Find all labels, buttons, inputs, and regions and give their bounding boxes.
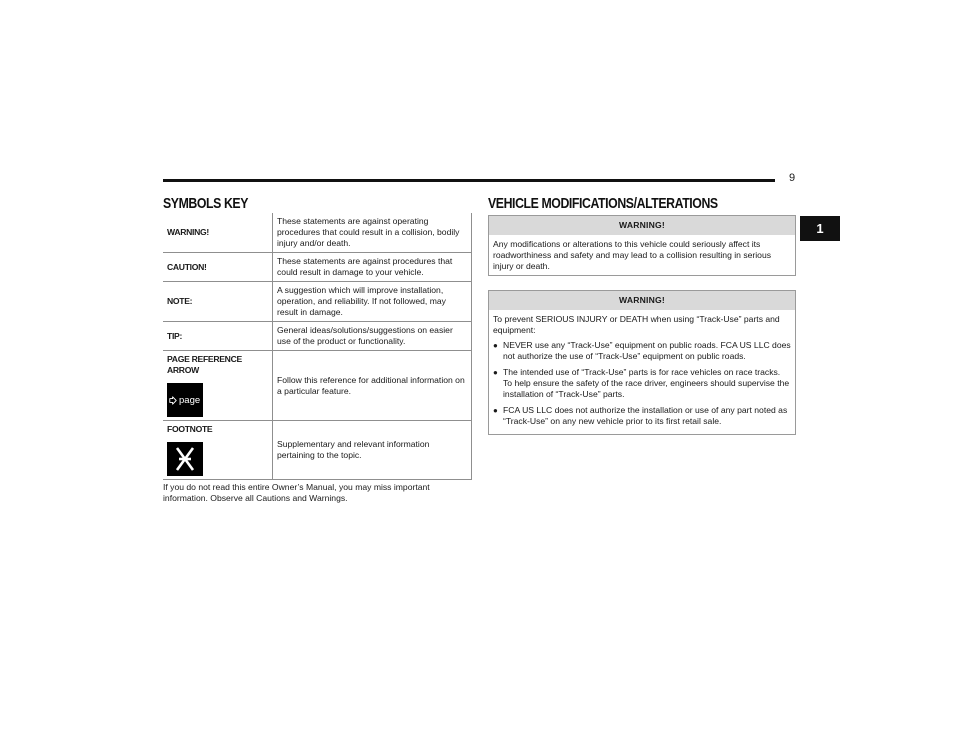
table-row bbox=[163, 421, 472, 480]
footnote-x-icon bbox=[172, 445, 198, 473]
list-item bbox=[493, 405, 791, 427]
symbol-term-label: PAGE REFERENCE ARROW bbox=[167, 354, 242, 375]
header-rule bbox=[163, 179, 775, 182]
symbol-description: A suggestion which will improve installation, operation, and reliability. If not followed, may result in damage. bbox=[273, 282, 472, 322]
table-row bbox=[163, 282, 472, 322]
symbol-term-label: FOOTNOTE bbox=[167, 424, 213, 434]
warning-list bbox=[493, 340, 791, 427]
section-tab[interactable]: 1 bbox=[800, 216, 840, 241]
warning-box-modifications bbox=[488, 215, 796, 276]
list-item-text: FCA US LLC does not authorize the installation or use of any part noted as “Track-Use” on any new vehicle prior to its first retail sale. bbox=[503, 405, 788, 426]
footnote-symbol bbox=[167, 442, 203, 476]
list-item bbox=[493, 367, 791, 400]
warning-text: Any modifications or alterations to this vehicle could seriously affect its roadworthiness and safety and may lead to a collision resulting in serious injury or death. bbox=[493, 239, 772, 271]
symbols-key-heading: SYMBOLS KEY bbox=[163, 195, 249, 212]
symbol-term: CAUTION! bbox=[163, 253, 273, 282]
symbol-description: Supplementary and relevant information pertaining to the topic. bbox=[273, 421, 472, 480]
warning-title: WARNING! bbox=[489, 291, 795, 310]
table-row bbox=[163, 253, 472, 282]
arrow-right-outline-icon bbox=[169, 396, 177, 405]
page-reference-symbol bbox=[167, 383, 203, 417]
vehicle-mods-heading: VEHICLE MODIFICATIONS/ALTERATIONS bbox=[488, 195, 718, 212]
bullet-icon: ● bbox=[493, 406, 498, 415]
bullet-icon: ● bbox=[493, 368, 498, 377]
bullet-icon: ● bbox=[493, 341, 498, 350]
symbol-term: WARNING! bbox=[163, 213, 273, 253]
symbols-key-table bbox=[163, 213, 472, 480]
symbol-term: TIP: bbox=[163, 322, 273, 351]
symbol-term bbox=[163, 421, 273, 480]
warning-intro: To prevent SERIOUS INJURY or DEATH when using “Track-Use” parts and equipment: bbox=[493, 314, 780, 335]
page-number: 9 bbox=[788, 172, 796, 184]
symbol-term bbox=[163, 351, 273, 421]
page-reference-text: page bbox=[179, 394, 201, 406]
list-item-text: NEVER use any “Track-Use” equipment on public roads. FCA US LLC does not authorize the use of “Track-Use” equipment on public roads. bbox=[503, 340, 791, 361]
table-row bbox=[163, 322, 472, 351]
list-item bbox=[493, 340, 791, 362]
list-item-text: The intended use of “Track-Use” parts is for race vehicles on race tracks. To help ensure the safety of the race driver, engineers should supervise the installation of “Track-Use” parts. bbox=[503, 367, 790, 399]
symbol-term: NOTE: bbox=[163, 282, 273, 322]
symbol-description: These statements are against procedures that could result in damage to your vehicle. bbox=[273, 253, 472, 282]
table-row bbox=[163, 351, 472, 421]
intro-paragraph: If you do not read this entire Owner’s Manual, you may miss important information. Observe all Cautions and Warnings. bbox=[163, 482, 430, 503]
warning-box-track-use bbox=[488, 290, 796, 435]
symbol-description: Follow this reference for additional information on a particular feature. bbox=[273, 351, 472, 421]
symbol-description: General ideas/solutions/suggestions on easier use of the product or functionality. bbox=[273, 322, 472, 351]
warning-title: WARNING! bbox=[489, 216, 795, 235]
symbol-description: These statements are against operating procedures that could result in a collision, bodily injury and/or death. bbox=[273, 213, 472, 253]
table-row bbox=[163, 213, 472, 253]
